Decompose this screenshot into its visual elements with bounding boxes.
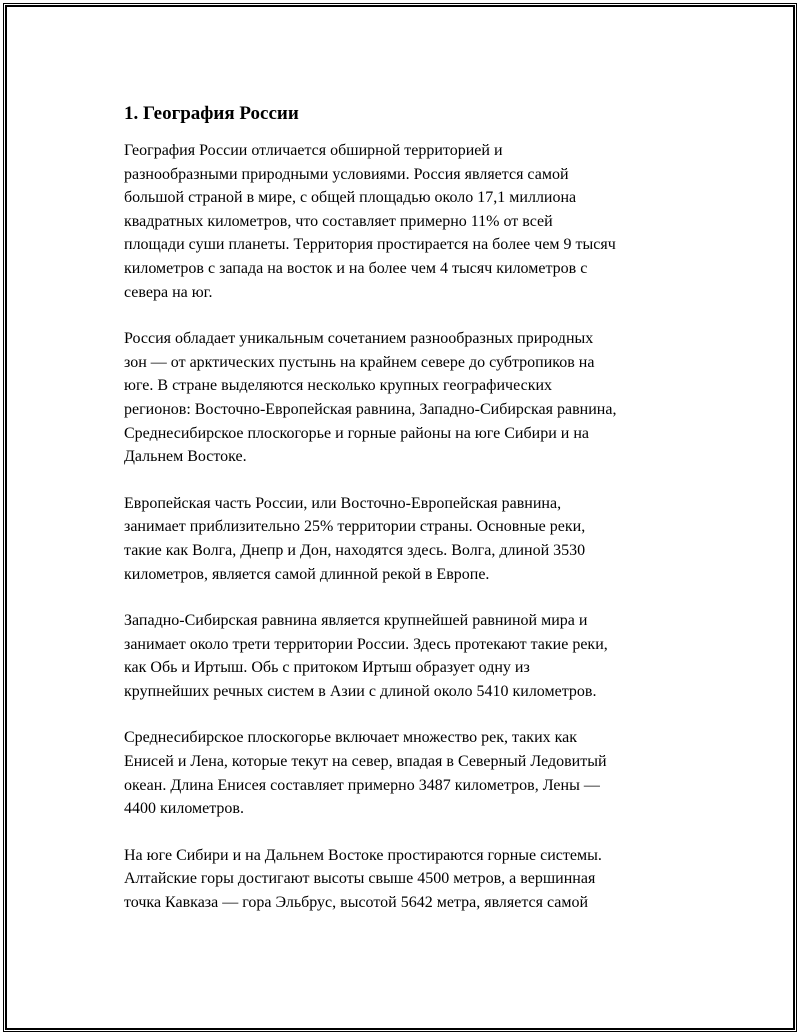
paragraph-natural-zones: Россия обладает уникальным сочетанием разнообразных природных зон — от арктических пустынь на крайнем севере до субтропиков на юге. В стране выделяются несколько крупных географических регионов: Восточно-Европейская равнина, Западно-Сибирская равнина, Среднесибирское плоскогорье и горные районы на юге Сибири и на Дальнем Востоке. xyxy=(124,330,617,466)
page-frame xyxy=(3,3,797,1032)
paragraph-central-siberian-plateau: Среднесибирское плоскогорье включает множество рек, таких как Енисей и Лена, которые текут на север, впадая в Северный Ледовитый океан. Длина Енисея составляет примерно 3487 километров, Лены — 4400 километров. xyxy=(124,729,607,818)
document-body xyxy=(124,102,704,938)
paragraph-european-part: Европейская часть России, или Восточно-Европейская равнина, занимает приблизительно 25% территории страны. Основные реки, такие как Волга, Днепр и Дон, находятся здесь. Волга, длиной 3530 километров, является самой длинной рекой в Европе. xyxy=(124,494,586,583)
paragraph-mountain-systems: На юге Сибири и на Дальнем Востоке простираются горные системы. Алтайские горы достигают высоты свыше 4500 метров, а вершинная точка Кавказа — гора Эльбрус, высотой 5642 метра, является самой xyxy=(124,846,602,912)
paragraph-west-siberian-plain: Западно-Сибирская равнина является крупнейшей равниной мира и занимает около трети территории России. Здесь протекают такие реки, как Обь и Иртыш. Обь с притоком Иртыш образует одну из крупнейших речных систем в Азии с длиной около 5410 километров. xyxy=(124,612,608,700)
section-title: 1. География России xyxy=(124,103,299,124)
paragraph-overview: География России отличается обширной территорией и разнообразными природными условиями. Россия является самой большой страной в мире, с общей площадью около 17,1 миллиона квадратных километров, что составляет примерно 11% от всей площади суши планеты. Территория простирается на более чем 9 тысяч километров с запада на восток и на более чем 4 тысяч километров с севера на юг. xyxy=(124,142,616,301)
